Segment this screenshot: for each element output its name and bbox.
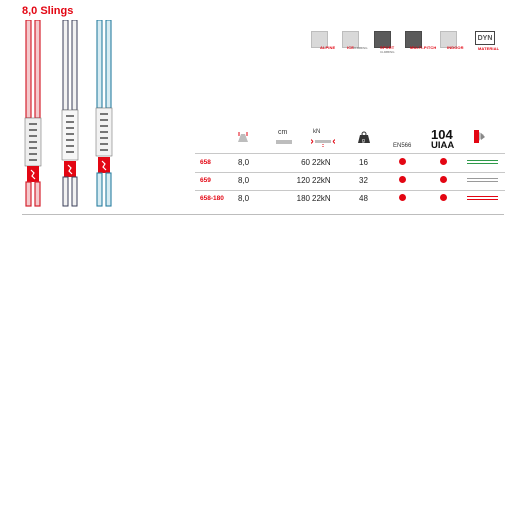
strength-unit-label: kN: [313, 129, 321, 135]
table-row: 658-180 8,0 180 22kN 48: [195, 190, 505, 208]
slings-product-image: [22, 20, 122, 210]
color-swatch-icon: [473, 129, 487, 145]
en566-dot: [399, 158, 406, 165]
dyn-material-icon: DYN: [475, 31, 495, 45]
en566-dot: [399, 176, 406, 183]
color-swatch: [467, 194, 498, 202]
red-sling-image: [25, 20, 41, 206]
length-unit-label: cm: [278, 129, 288, 136]
uiaa-dot: [440, 194, 447, 201]
uiaa-label: UIAA: [431, 140, 455, 151]
white-sling-image: [62, 20, 78, 206]
en566-label: EN566: [393, 143, 412, 149]
strength-icon: [311, 136, 335, 148]
blue-sling-image: [96, 20, 112, 206]
svg-text:g: g: [362, 138, 365, 144]
color-swatch: [467, 158, 498, 166]
uiaa-dot: [440, 176, 447, 183]
color-swatch: [467, 176, 498, 184]
table-row: 658 8,0 60 22kN 16: [195, 154, 505, 172]
sling-width-icon: [236, 131, 250, 143]
uiaa-dot: [440, 158, 447, 165]
table-row: 659 8,0 120 22kN 32: [195, 172, 505, 190]
en566-dot: [399, 194, 406, 201]
uiaa-number: 104: [431, 127, 453, 142]
length-bar-icon: [276, 140, 292, 144]
page-title: 8,0 Slings: [22, 5, 74, 17]
weight-icon: [357, 131, 371, 144]
bottom-rule: [22, 214, 504, 215]
